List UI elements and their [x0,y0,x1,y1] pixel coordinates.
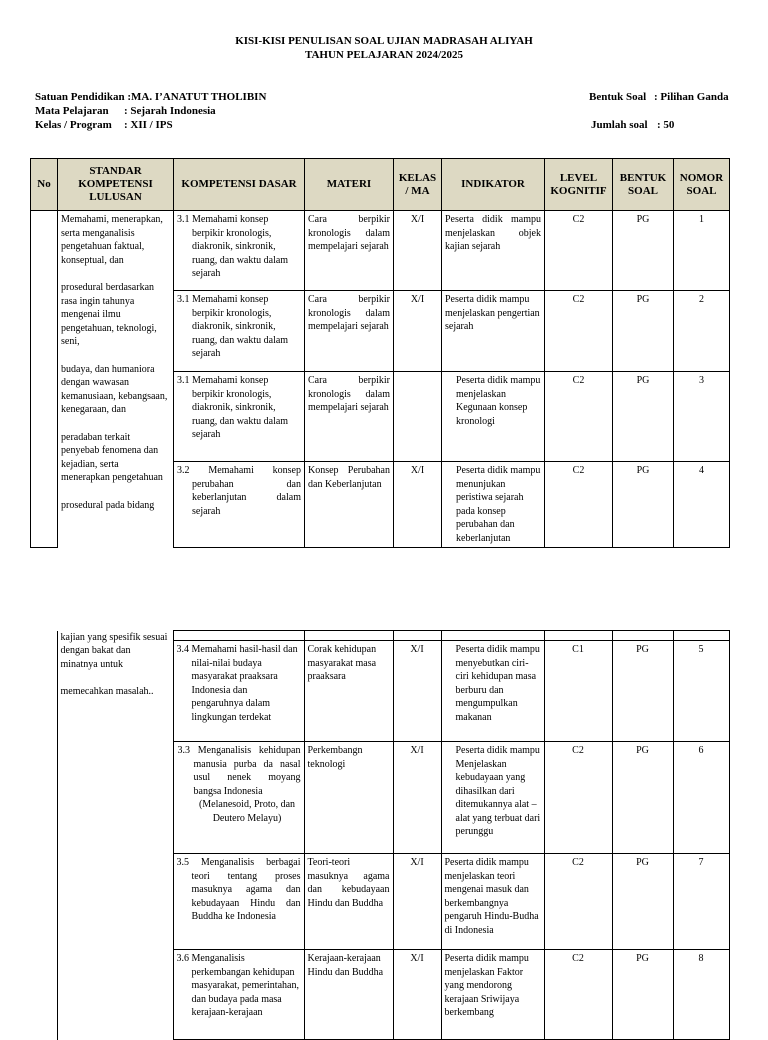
indikator-cell: Peserta didik mampu menjelaskan teori mengenai masuk dan berkembangnya pengaruh Hindu-Budha di Indonesia [441,854,544,950]
kelas-cell: X/I [393,742,441,854]
level-cell: C2 [545,372,613,462]
kd-cell: 3.1 Memahami konsep berpikir kronologis, diakronik, sinkronik, ruang, dan waktu dalam sejarah [174,291,305,372]
bentuk-cell: PG [612,950,673,1040]
level-cell: C2 [544,950,612,1040]
kelas-cell: X/I [394,462,442,548]
no-cell [30,631,57,1040]
level-cell: C2 [544,742,612,854]
kelas-cell: X/I [394,291,442,372]
nomor-cell: 7 [673,854,729,950]
nomor-cell: 4 [674,462,730,548]
level-cell: C2 [545,211,613,291]
bentuk-cell: PG [612,854,673,950]
no-cell [31,211,58,548]
jumlah-soal-label: Jumlah soal [591,119,648,131]
skl-paragraph: prosedural berdasarkan rasa ingin tahunya mengenai ilmu pengetahuan, teknologi, seni, [61,282,157,347]
kd-extra-text: (Melanesoid, Proto, dan Deutero Melayu) [198,799,296,824]
table-spacer-row [30,631,729,641]
materi-cell: Cara berpikir kronologis dalam mempelajari sejarah [305,211,394,291]
nomor-cell: 3 [674,372,730,462]
header-indikator: INDIKATOR [442,159,545,211]
bentuk-soal-label: Bentuk Soal [589,91,647,103]
mapel-value: : Sejarah Indonesia [124,105,216,117]
level-cell: C2 [545,462,613,548]
table-row [31,211,730,291]
materi-cell: Corak kehidupan masyarakat masa praaksara [304,641,393,742]
bentuk-cell: PG [613,462,674,548]
kelas-cell: X/I [393,641,441,742]
indikator-cell: Peserta didik mampu menyebutkan ciri-ciri kehidupan masa berburu dan mengumpulkan makanan [441,641,544,742]
document-title: KISI-KISI PENULISAN SOAL UJIAN MADRASAH ALIYAH [235,35,533,47]
kelas-value: : XII / IPS [124,119,173,131]
nomor-cell: 6 [673,742,729,854]
indikator-cell: Peserta didik mampu menjelaskan objek kajian sejarah [442,211,545,291]
header-skl: STANDAR KOMPETENSI LULUSAN [58,159,174,211]
kd-cell: 3.1 Memahami konsep berpikir kronologis, diakronik, sinkronik, ruang, dan waktu dalam sejarah [174,211,305,291]
document-subtitle: TAHUN PELAJARAN 2024/2025 [304,49,464,61]
header-nomor: NOMOR SOAL [674,159,730,211]
header-materi: MATERI [305,159,394,211]
materi-cell: Cara berpikir kronologis dalam mempelajari sejarah [305,372,394,462]
header-kd: KOMPETENSI DASAR [174,159,305,211]
kd-cell: 3.4 Memahami hasil-hasil dan nilai-nilai budaya masyarakat praaksara Indonesia dan pengaruhnya dalam lingkungan terdekat [173,641,304,742]
skl-cell [58,211,174,548]
level-cell: C2 [545,291,613,372]
materi-cell: Cara berpikir kronologis dalam mempelajari sejarah [305,291,394,372]
kisi-kisi-table-continued [30,630,730,1040]
kelas-cell: X/I [393,950,441,1040]
bentuk-soal-value: : Pilihan Ganda [654,91,729,103]
nomor-cell: 2 [674,291,730,372]
header-bentuk: BENTUK SOAL [613,159,674,211]
materi-cell: Kerajaan-kerajaan Hindu dan Buddha [304,950,393,1040]
materi-cell: Teori-teori masuknya agama dan kebudayaan Hindu dan Buddha [304,854,393,950]
kd-cell: 3.1 Memahami konsep berpikir kronologis, diakronik, sinkronik, ruang, dan waktu dalam sejarah [174,372,305,462]
skl-paragraph: Memahami, menerapkan, serta menganalisis pengetahuan faktual, konseptual, dan [61,214,163,266]
mapel-label: Mata Pelajaran [35,105,109,117]
nomor-cell: 1 [674,211,730,291]
table-header-row [31,159,730,211]
header-level: LEVEL KOGNITIF [545,159,613,211]
satuan-value: MA. I’ANATUT THOLIBIN [131,91,267,103]
header-no: No [31,159,58,211]
nomor-cell: 8 [673,950,729,1040]
indikator-cell: Peserta didik mampu menjelaskan Kegunaan konsep kronologi [442,372,545,462]
kelas-cell: X/I [394,211,442,291]
kisi-kisi-table [30,158,730,548]
satuan-label: Satuan Pendidikan : [35,91,131,103]
level-cell: C1 [544,641,612,742]
skl-paragraph: peradaban terkait penyebab fenomena dan kejadian, serta menerapkan pengetahuan [61,431,163,483]
kd-text: 3.3 Menganalisis kehidupan manusia purba da nasal usul nenek moyang bangsa Indonesia [177,745,301,797]
indikator-cell: Peserta didik mampu menjelaskan Faktor yang mendorong kerajaan Sriwijaya berkembang [441,950,544,1040]
materi-cell: Konsep Perubahan dan Keberlanjutan [305,462,394,548]
bentuk-cell: PG [612,742,673,854]
materi-cell: Perkembangn teknologi [304,742,393,854]
kelas-cell: X/I [393,854,441,950]
kd-cell [173,742,304,854]
kd-cell: 3.5 Menganalisis berbagai teori tentang proses masuknya agama dan kebudayaan Hindu dan Buddha ke Indonesia [173,854,304,950]
skl-paragraph: budaya, dan humaniora dengan wawasan kemanusiaan, kebangsaan, kenegaraan, dan [61,363,168,415]
skl-cell [57,631,173,1040]
indikator-cell: Peserta didik mampu menjelaskan pengertian sejarah [442,291,545,372]
kd-cell: 3.6 Menganalisis perkembangan kehidupan masyarakat, pemerintahan, dan budaya pada masa kerajaan-kerajaan [173,950,304,1040]
level-cell: C2 [544,854,612,950]
header-kelas: KELAS / MA [394,159,442,211]
skl-paragraph: kajian yang spesifik sesuai dengan bakat dan minatnya untuk [60,631,168,670]
bentuk-cell: PG [613,291,674,372]
kelas-cell [394,372,442,462]
kelas-label: Kelas / Program [35,119,112,131]
skl-paragraph: memecahkan masalah.. [60,686,154,697]
skl-paragraph: prosedural pada bidang [61,499,155,511]
bentuk-cell: PG [612,641,673,742]
nomor-cell: 5 [673,641,729,742]
bentuk-cell: PG [613,372,674,462]
indikator-cell: Peserta didik mampu menunjukan peristiwa sejarah pada konsep perubahan dan keberlanjutan [442,462,545,548]
bentuk-cell: PG [613,211,674,291]
indikator-cell: Peserta didik mampu Menjelaskan kebudayaan yang dihasilkan dari ditemukannya alat – alat yang terbuat dari perunggu [441,742,544,854]
kd-cell: 3.2 Memahami konsep perubahan dan keberlanjutan dalam sejarah [174,462,305,548]
jumlah-soal-value: : 50 [657,119,675,131]
